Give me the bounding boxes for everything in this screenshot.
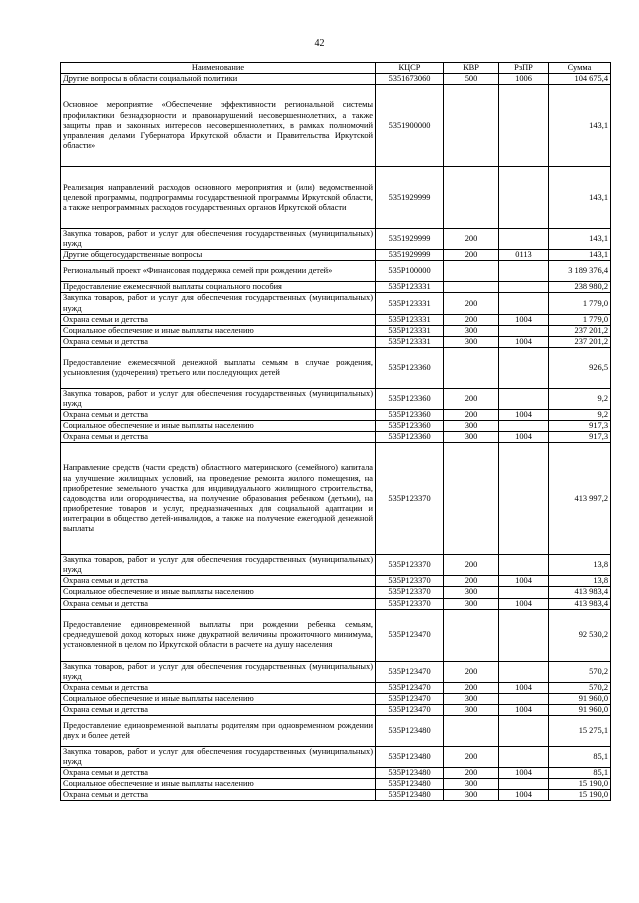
table-row (61, 85, 611, 167)
cell-kvr: 300 (444, 693, 499, 704)
cell-kcsr: 5351929999 (376, 229, 444, 250)
header-kvr: КВР (444, 63, 499, 74)
cell-kcsr: 5351929999 (376, 167, 444, 229)
cell-sum: 91 960,0 (549, 693, 611, 704)
cell-sum: 237 201,2 (549, 325, 611, 336)
cell-name: Социальное обеспечение и иные выплаты населению (61, 693, 376, 704)
table-row (61, 443, 611, 555)
cell-name: Социальное обеспечение и иные выплаты населению (61, 421, 376, 432)
cell-kcsr: 535P123480 (376, 768, 444, 779)
cell-sum: 237 201,2 (549, 336, 611, 347)
cell-kcsr: 535P123480 (376, 747, 444, 768)
cell-rzpr: 1004 (499, 336, 549, 347)
cell-sum: 413 983,4 (549, 598, 611, 609)
cell-rzpr: 1004 (499, 432, 549, 443)
cell-rzpr (499, 716, 549, 747)
cell-kcsr: 535P123360 (376, 421, 444, 432)
cell-sum: 143,1 (549, 167, 611, 229)
cell-rzpr: 1004 (499, 682, 549, 693)
cell-kvr: 300 (444, 598, 499, 609)
cell-name: Региональный проект «Финансовая поддержка семей при рождении детей» (61, 261, 376, 282)
cell-rzpr (499, 85, 549, 167)
cell-sum: 13,8 (549, 555, 611, 576)
table-row (61, 250, 611, 261)
cell-rzpr (499, 661, 549, 682)
cell-kvr: 200 (444, 250, 499, 261)
cell-kvr: 200 (444, 747, 499, 768)
table-row (61, 779, 611, 790)
cell-kvr: 200 (444, 293, 499, 314)
cell-rzpr (499, 555, 549, 576)
table-row (61, 282, 611, 293)
cell-kvr: 300 (444, 587, 499, 598)
cell-name: Охрана семьи и детства (61, 768, 376, 779)
table-row (61, 716, 611, 747)
cell-rzpr (499, 293, 549, 314)
cell-kvr: 300 (444, 336, 499, 347)
cell-kvr (444, 609, 499, 661)
cell-rzpr (499, 747, 549, 768)
cell-kcsr: 535P123370 (376, 443, 444, 555)
table-row (61, 421, 611, 432)
table-row (61, 609, 611, 661)
cell-name: Социальное обеспечение и иные выплаты населению (61, 587, 376, 598)
cell-rzpr: 0113 (499, 250, 549, 261)
cell-kcsr: 535P123370 (376, 598, 444, 609)
cell-sum: 238 980,2 (549, 282, 611, 293)
cell-rzpr: 1004 (499, 790, 549, 801)
cell-kcsr: 535P123370 (376, 555, 444, 576)
cell-rzpr (499, 421, 549, 432)
cell-kvr (444, 347, 499, 388)
header-name: Наименование (61, 63, 376, 74)
cell-kcsr: 535P123331 (376, 336, 444, 347)
table-row (61, 432, 611, 443)
cell-sum: 15 190,0 (549, 779, 611, 790)
cell-name: Реализация направлений расходов основного мероприятия и (или) ведомственной целевой программы, подпрограммы государственной программы Иркутской области, а также непрограммных расходов государственных органов Иркутской области (61, 167, 376, 229)
table-row (61, 555, 611, 576)
cell-name: Охрана семьи и детства (61, 790, 376, 801)
cell-name: Закупка товаров, работ и услуг для обеспечения государственных (муниципальных) нужд (61, 555, 376, 576)
cell-kcsr: 535P123360 (376, 432, 444, 443)
table-row (61, 314, 611, 325)
cell-kvr (444, 85, 499, 167)
table-row (61, 704, 611, 715)
cell-kvr: 200 (444, 388, 499, 409)
budget-table (60, 62, 611, 801)
cell-sum: 9,2 (549, 410, 611, 421)
cell-kcsr: 535P123360 (376, 388, 444, 409)
cell-name: Социальное обеспечение и иные выплаты населению (61, 779, 376, 790)
table-row (61, 598, 611, 609)
table-row (61, 229, 611, 250)
cell-kvr: 200 (444, 229, 499, 250)
table-row (61, 410, 611, 421)
cell-kcsr: 535P123480 (376, 779, 444, 790)
cell-sum: 917,3 (549, 432, 611, 443)
cell-rzpr (499, 325, 549, 336)
cell-rzpr (499, 167, 549, 229)
cell-name: Охрана семьи и детства (61, 598, 376, 609)
cell-name: Охрана семьи и детства (61, 704, 376, 715)
cell-sum: 13,8 (549, 576, 611, 587)
cell-sum: 92 530,2 (549, 609, 611, 661)
cell-sum: 104 675,4 (549, 74, 611, 85)
table-row (61, 74, 611, 85)
cell-name: Другие общегосударственные вопросы (61, 250, 376, 261)
cell-sum: 3 189 376,4 (549, 261, 611, 282)
cell-kcsr: 535P123331 (376, 314, 444, 325)
cell-name: Основное мероприятие «Обеспечение эффективности региональной системы профилактики безнадзорности и правонарушений несовершеннолетних, а также защиты прав и законных интересов несовершеннолетних, в рамках полномочий управления делами Губернатора Иркутской области и Правительства Иркутской области» (61, 85, 376, 167)
cell-rzpr (499, 779, 549, 790)
cell-name: Социальное обеспечение и иные выплаты населению (61, 325, 376, 336)
table-row (61, 167, 611, 229)
cell-kcsr: 535P123370 (376, 576, 444, 587)
table-row (61, 347, 611, 388)
table-row (61, 576, 611, 587)
cell-kvr: 200 (444, 661, 499, 682)
cell-sum: 413 997,2 (549, 443, 611, 555)
cell-kcsr: 535P123331 (376, 282, 444, 293)
cell-kvr: 200 (444, 410, 499, 421)
cell-kvr (444, 282, 499, 293)
cell-kcsr: 535P123470 (376, 682, 444, 693)
cell-kvr: 200 (444, 682, 499, 693)
cell-kcsr: 535P123470 (376, 661, 444, 682)
cell-name: Направление средств (части средств) областного материнского (семейного) капитала на улучшение жилищных условий, на проведение ремонта жилого помещения, на приобретение земельного участка для индивидуального жилищного строительства, садоводства или огородничества, на получение образования ребенком (детьми), на приобретение товаров и услуг, предназначенных для социальной адаптации и интеграции в общество детей-инвалидов, а также на получение ежегодной денежной выплаты (61, 443, 376, 555)
cell-rzpr (499, 229, 549, 250)
cell-name: Закупка товаров, работ и услуг для обеспечения государственных (муниципальных) нужд (61, 747, 376, 768)
cell-rzpr (499, 609, 549, 661)
cell-rzpr (499, 347, 549, 388)
cell-sum: 9,2 (549, 388, 611, 409)
table-row (61, 747, 611, 768)
cell-sum: 570,2 (549, 661, 611, 682)
cell-name: Охрана семьи и детства (61, 432, 376, 443)
cell-kcsr: 535P123370 (376, 587, 444, 598)
table-row (61, 693, 611, 704)
cell-rzpr: 1004 (499, 704, 549, 715)
table-row (61, 293, 611, 314)
cell-sum: 15 190,0 (549, 790, 611, 801)
table-row (61, 336, 611, 347)
cell-kvr: 300 (444, 421, 499, 432)
table-row (61, 682, 611, 693)
cell-kcsr: 535P123470 (376, 693, 444, 704)
cell-name: Закупка товаров, работ и услуг для обеспечения государственных (муниципальных) нужд (61, 388, 376, 409)
cell-kvr: 300 (444, 779, 499, 790)
cell-kcsr: 535P123331 (376, 293, 444, 314)
cell-sum: 91 960,0 (549, 704, 611, 715)
cell-name: Охрана семьи и детства (61, 410, 376, 421)
header-rzpr: РзПР (499, 63, 549, 74)
cell-kcsr: 535P123470 (376, 609, 444, 661)
cell-sum: 1 779,0 (549, 314, 611, 325)
cell-sum: 143,1 (549, 85, 611, 167)
table-row (61, 325, 611, 336)
cell-rzpr: 1004 (499, 314, 549, 325)
cell-kvr: 200 (444, 555, 499, 576)
cell-kcsr: 5351673060 (376, 74, 444, 85)
cell-kvr: 300 (444, 790, 499, 801)
cell-name: Охрана семьи и детства (61, 314, 376, 325)
cell-sum: 85,1 (549, 747, 611, 768)
cell-sum: 1 779,0 (549, 293, 611, 314)
cell-rzpr (499, 693, 549, 704)
cell-kcsr: 535P123480 (376, 716, 444, 747)
cell-kcsr: 535P123331 (376, 325, 444, 336)
header-kcsr: КЦСР (376, 63, 444, 74)
table-row (61, 790, 611, 801)
cell-sum: 917,3 (549, 421, 611, 432)
cell-rzpr: 1006 (499, 74, 549, 85)
table-row (61, 587, 611, 598)
cell-sum: 85,1 (549, 768, 611, 779)
cell-name: Предоставление единовременной выплаты при рождении ребенка семьям, среднедушевой доход которых ниже двукратной величины прожиточного минимума, установленной в целом по Иркутской области в расчете на душу населения (61, 609, 376, 661)
cell-name: Закупка товаров, работ и услуг для обеспечения государственных (муниципальных) нужд (61, 229, 376, 250)
cell-sum: 15 275,1 (549, 716, 611, 747)
table-row (61, 261, 611, 282)
cell-kcsr: 535P100000 (376, 261, 444, 282)
cell-kvr (444, 261, 499, 282)
cell-sum: 143,1 (549, 229, 611, 250)
cell-kvr: 200 (444, 768, 499, 779)
cell-kvr: 200 (444, 576, 499, 587)
cell-sum: 926,5 (549, 347, 611, 388)
cell-kcsr: 5351929999 (376, 250, 444, 261)
cell-kcsr: 535P123360 (376, 347, 444, 388)
cell-kvr (444, 167, 499, 229)
table-row (61, 661, 611, 682)
cell-rzpr: 1004 (499, 576, 549, 587)
cell-rzpr (499, 443, 549, 555)
cell-kvr: 300 (444, 432, 499, 443)
table-header-row (61, 63, 611, 74)
table-row (61, 768, 611, 779)
header-sum: Сумма (549, 63, 611, 74)
cell-kcsr: 5351900000 (376, 85, 444, 167)
cell-kvr: 200 (444, 314, 499, 325)
cell-rzpr: 1004 (499, 598, 549, 609)
cell-name: Охрана семьи и детства (61, 682, 376, 693)
cell-kvr: 300 (444, 325, 499, 336)
cell-sum: 570,2 (549, 682, 611, 693)
cell-name: Другие вопросы в области социальной политики (61, 74, 376, 85)
cell-sum: 413 983,4 (549, 587, 611, 598)
cell-name: Предоставление ежемесячной выплаты социального пособия (61, 282, 376, 293)
cell-kvr: 300 (444, 704, 499, 715)
cell-rzpr (499, 388, 549, 409)
cell-kcsr: 535P123360 (376, 410, 444, 421)
table-row (61, 388, 611, 409)
cell-kcsr: 535P123480 (376, 790, 444, 801)
cell-name: Предоставление ежемесячной денежной выплаты семьям в случае рождения, усыновления (удочерения) третьего или последующих детей (61, 347, 376, 388)
cell-rzpr: 1004 (499, 410, 549, 421)
cell-sum: 143,1 (549, 250, 611, 261)
cell-kvr: 500 (444, 74, 499, 85)
cell-kvr (444, 716, 499, 747)
cell-rzpr (499, 282, 549, 293)
cell-name: Предоставление единовременной выплаты родителям при одновременном рождении двух и более детей (61, 716, 376, 747)
cell-kcsr: 535P123470 (376, 704, 444, 715)
cell-rzpr (499, 261, 549, 282)
cell-rzpr (499, 587, 549, 598)
cell-kvr (444, 443, 499, 555)
cell-name: Охрана семьи и детства (61, 336, 376, 347)
cell-name: Охрана семьи и детства (61, 576, 376, 587)
cell-name: Закупка товаров, работ и услуг для обеспечения государственных (муниципальных) нужд (61, 661, 376, 682)
cell-name: Закупка товаров, работ и услуг для обеспечения государственных (муниципальных) нужд (61, 293, 376, 314)
page-number: 42 (314, 38, 325, 49)
cell-rzpr: 1004 (499, 768, 549, 779)
